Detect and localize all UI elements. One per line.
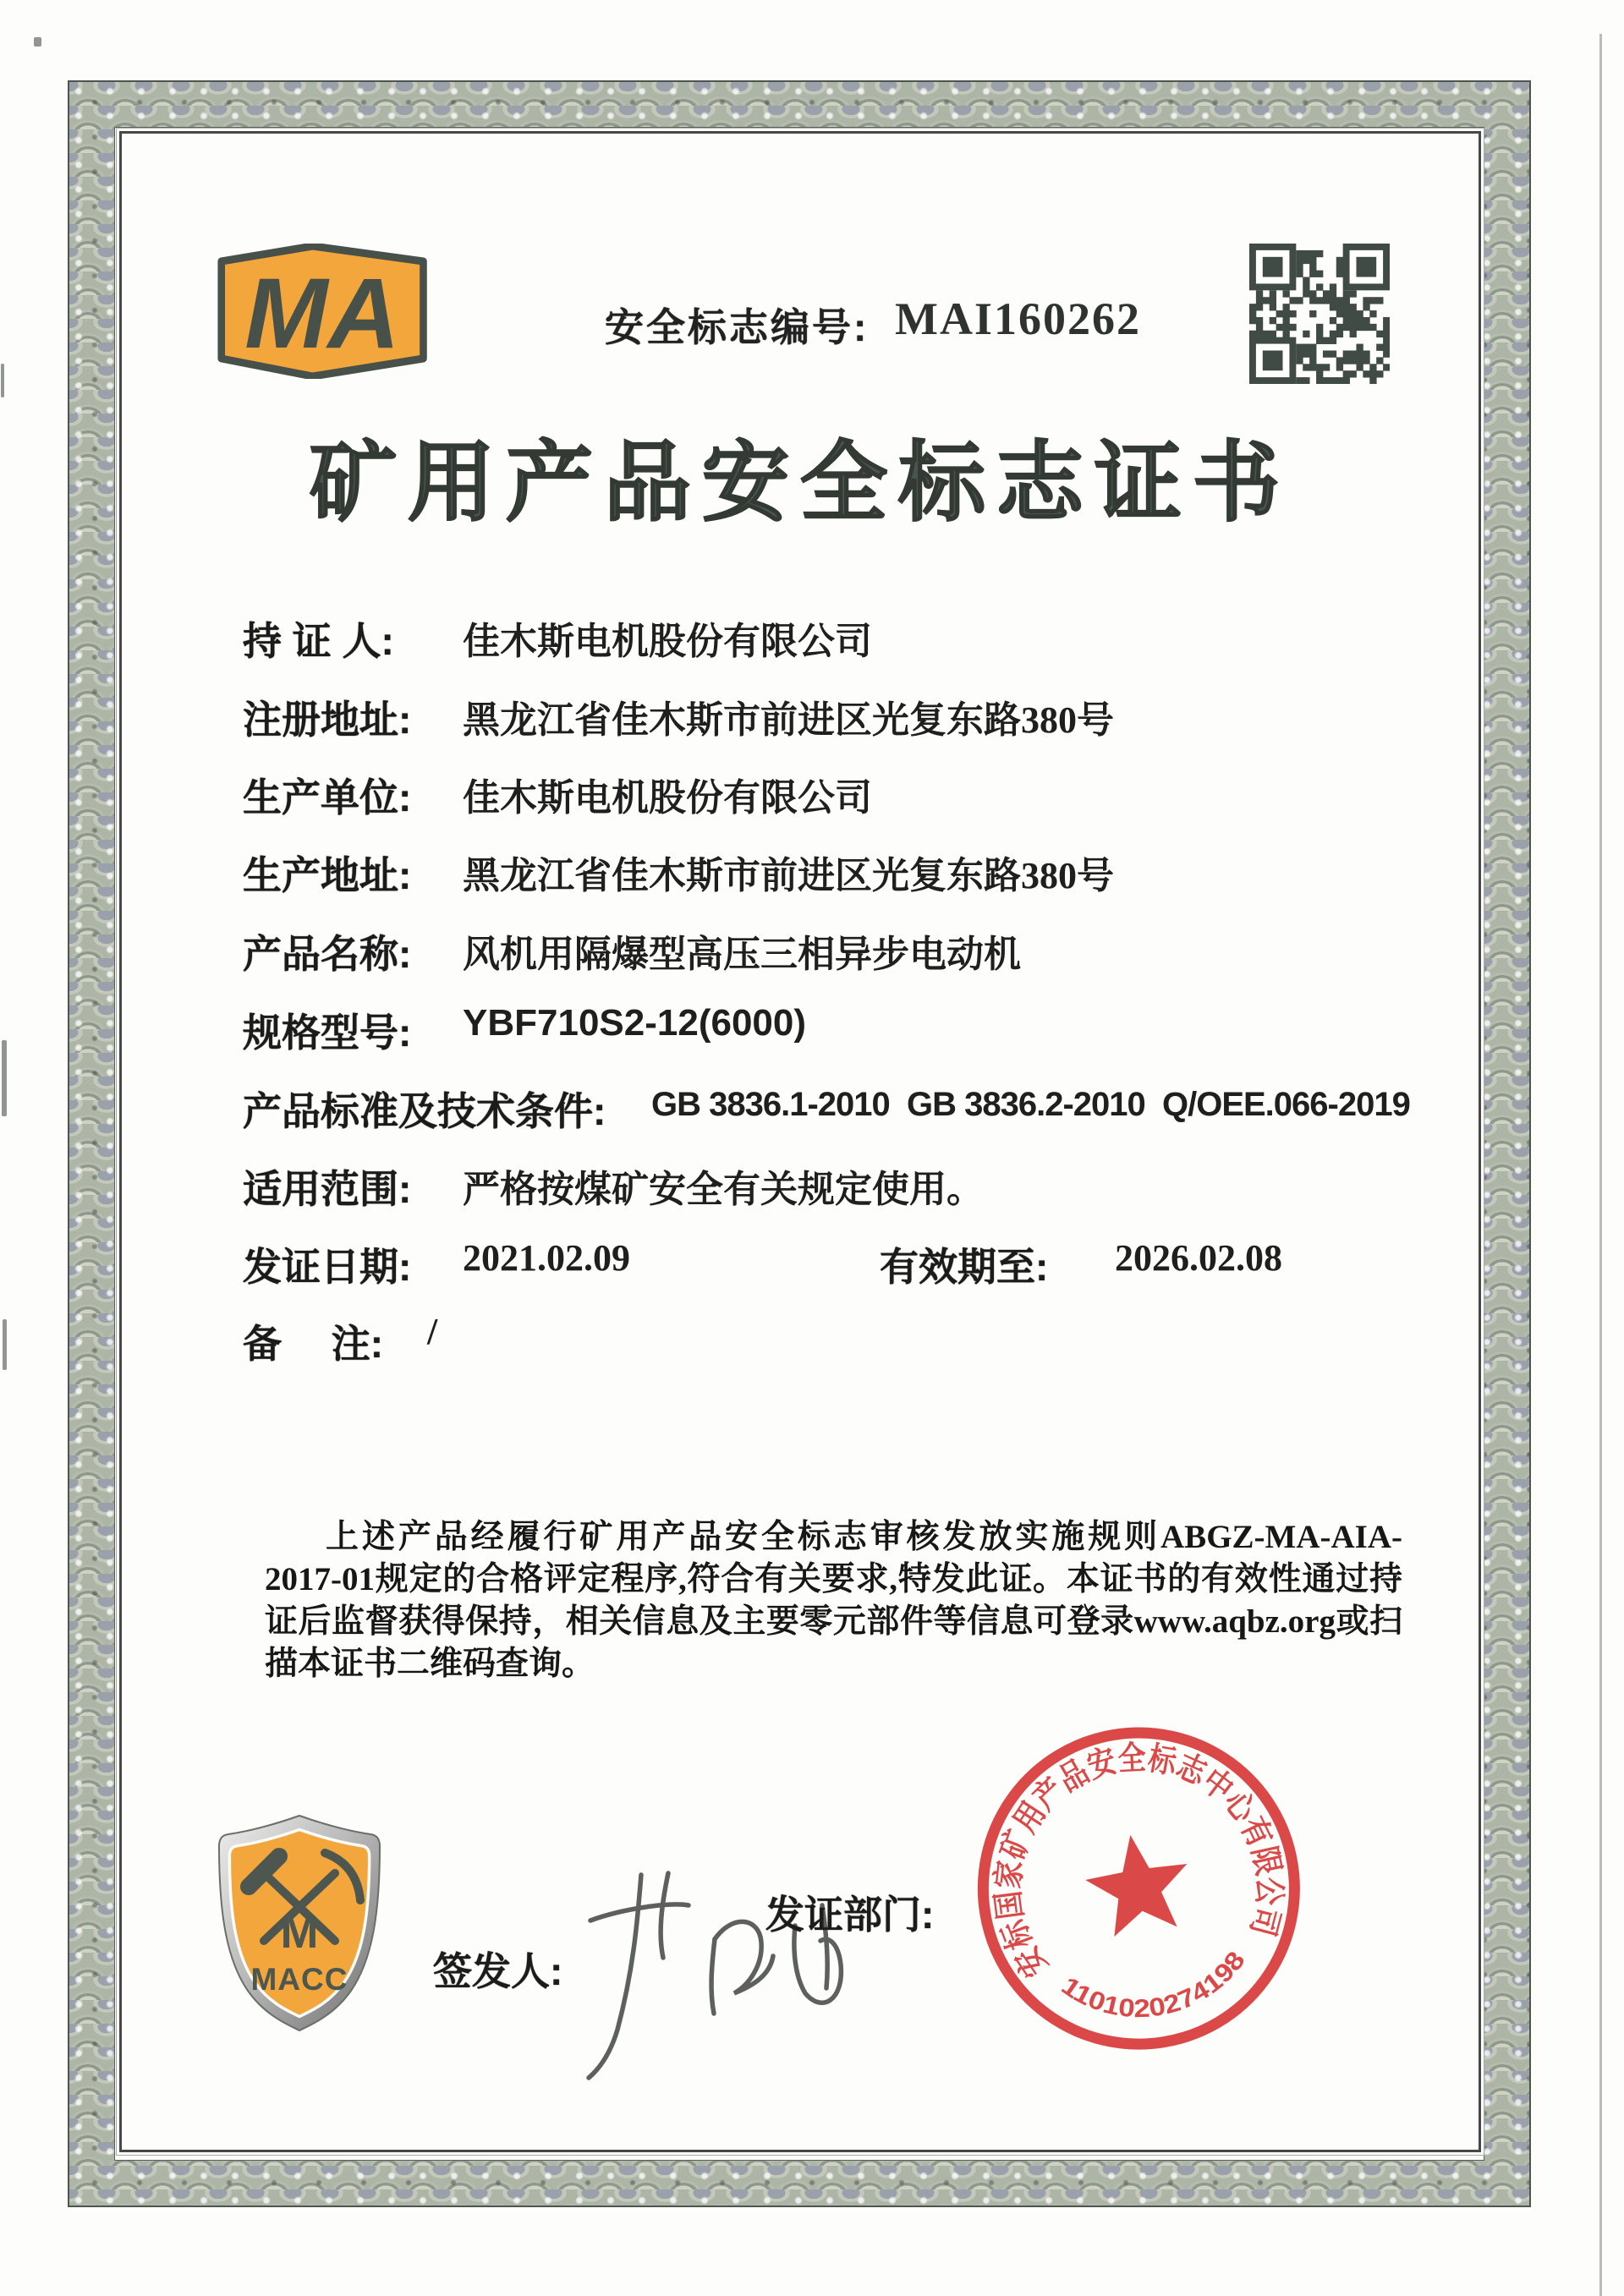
scan-speck <box>2 1040 7 1116</box>
issue-date-value: 2021.02.09 <box>463 1237 630 1279</box>
field-value-holder: 佳木斯电机股份有限公司 <box>463 621 872 662</box>
scan-speck <box>34 37 41 47</box>
stamp-ring-text: 安标国家矿用产品安全标志中心有限公司 <box>989 1740 1288 1984</box>
scan-speck <box>3 1319 7 1370</box>
safety-mark-number-value: MAI160262 <box>895 293 1141 344</box>
issuing-dept-label: 发证部门: <box>765 1893 935 1937</box>
field-label-scope: 适用范围: <box>243 1167 412 1211</box>
remark-value: / <box>427 1311 438 1352</box>
field-label-reg-address: 注册地址: <box>243 698 412 742</box>
field-label-standards: 产品标准及技术条件: <box>243 1089 606 1133</box>
valid-until-value: 2026.02.08 <box>1115 1237 1282 1279</box>
macc-shield-icon <box>201 1812 398 2034</box>
svg-text:M: M <box>280 1907 319 1958</box>
field-label-prod-address: 生产地址: <box>243 853 412 897</box>
scan-speck <box>1 364 4 397</box>
stamp-number: 1101020274198 <box>1056 1948 1250 2024</box>
field-value-product-name: 风机用隔爆型高压三相异步电动机 <box>463 934 1021 975</box>
field-value-manufacturer: 佳木斯电机股份有限公司 <box>463 777 872 819</box>
scan-edge-line <box>1599 34 1602 2296</box>
remark-label: 备 注: <box>243 1322 384 1366</box>
shield-text: MACC <box>250 1962 348 1997</box>
issue-date-label: 发证日期: <box>243 1245 412 1289</box>
field-label-model: 规格型号: <box>243 1011 412 1055</box>
ma-mark-icon <box>211 244 433 379</box>
field-label-holder: 持 证 人: <box>243 619 394 663</box>
safety-mark-number-label: 安全标志编号: <box>605 305 870 349</box>
ma-logo-text: MA <box>244 258 400 370</box>
stamp-star-icon <box>1079 1827 1196 1939</box>
field-value-prod-address: 黑龙江省佳木斯市前进区光复东路380号 <box>463 855 1114 896</box>
field-value-scope: 严格按煤矿安全有关规定使用。 <box>463 1169 984 1210</box>
field-label-manufacturer: 生产单位: <box>243 775 412 819</box>
statement-paragraph: 上述产品经履行矿用产品安全标志审核发放实施规则ABGZ-MA-AIA-2017-01规定的合格评定程序,符合有关要求,特发此证。本证书的有效性通过持证后监督获得保持，相关信息及主要零元部件等信息可登录www.aqbz.org或扫描本证书二维码查询。 <box>265 1519 1402 1682</box>
field-value-reg-address: 黑龙江省佳木斯市前进区光复东路380号 <box>463 699 1114 741</box>
field-value-standards: GB 3836.1-2010 GB 3836.2-2010 Q/OEE.066-2019 <box>651 1086 1410 1123</box>
signer-label: 签发人: <box>433 1949 563 1993</box>
certificate-title: 矿用产品安全标志证书 <box>310 436 1291 532</box>
qr-code <box>1249 244 1390 384</box>
field-value-model: YBF710S2-12(6000) <box>463 1002 807 1044</box>
valid-until-label: 有效期至: <box>880 1245 1049 1289</box>
official-stamp <box>946 1698 1333 2085</box>
field-label-product-name: 产品名称: <box>243 932 412 976</box>
